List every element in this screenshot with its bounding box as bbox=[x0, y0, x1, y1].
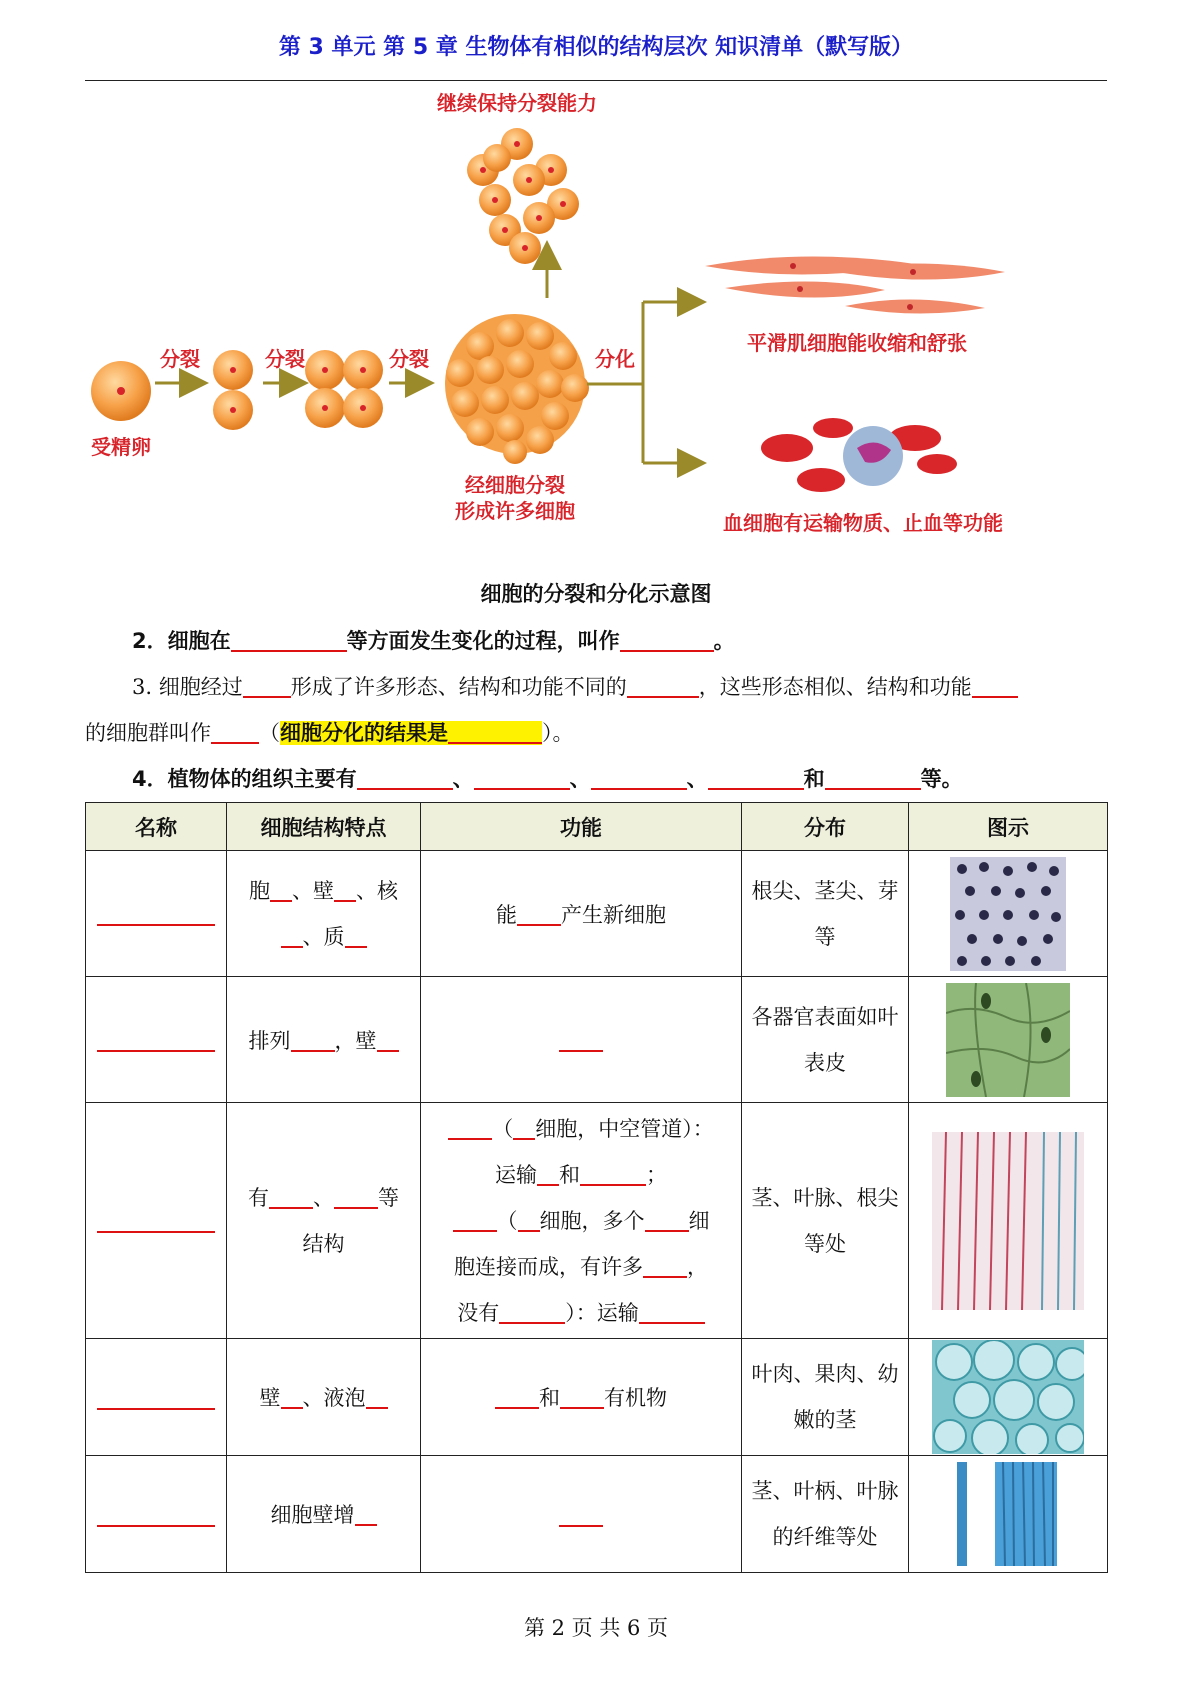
answer-blank[interactable] bbox=[345, 922, 367, 948]
label-split-2: 分裂 bbox=[265, 347, 305, 371]
conducting-tissue-micrograph bbox=[932, 1132, 1084, 1310]
answer-blank[interactable] bbox=[448, 1114, 492, 1140]
tissue-name-cell bbox=[86, 977, 227, 1103]
label-keep-dividing: 继续保持分裂能力 bbox=[437, 91, 597, 115]
answer-blank[interactable] bbox=[366, 1383, 388, 1409]
distribution-cell: 根尖、茎尖、芽等 bbox=[742, 851, 909, 977]
structure-cell: 有 、 等 结构 bbox=[227, 1103, 421, 1339]
answer-blank[interactable] bbox=[495, 1383, 539, 1409]
answer-blank[interactable] bbox=[643, 1252, 687, 1278]
label-smooth-muscle: 平滑肌细胞能收缩和舒张 bbox=[747, 331, 967, 355]
label-differentiate: 分化 bbox=[595, 347, 635, 371]
page-footer: 第 2 页 共 6 页 bbox=[523, 1616, 669, 1640]
answer-blank[interactable] bbox=[243, 672, 291, 698]
answer-blank[interactable] bbox=[513, 1114, 535, 1140]
structure-cell: 排列 ，壁 bbox=[227, 977, 421, 1103]
answer-blank[interactable] bbox=[591, 764, 687, 790]
distribution-cell: 茎、叶脉、根尖等处 bbox=[742, 1103, 909, 1339]
answer-blank[interactable] bbox=[537, 1160, 559, 1186]
answer-blank[interactable] bbox=[639, 1298, 705, 1324]
question-4: 4．植物体的组织主要有 、 、 、 和 等。 bbox=[132, 756, 963, 802]
answer-blank[interactable] bbox=[474, 764, 570, 790]
plant-tissue-table bbox=[85, 802, 1108, 1573]
figure-cell bbox=[909, 1103, 1108, 1339]
header-figure: 图示 bbox=[909, 803, 1108, 851]
label-fertilized-egg: 受精卵 bbox=[91, 435, 151, 459]
dividing-cell-cluster-top bbox=[467, 128, 579, 264]
label-split-1: 分裂 bbox=[160, 347, 200, 371]
label-blood-cells: 血细胞有运输物质、止血等功能 bbox=[723, 511, 1003, 535]
answer-blank[interactable] bbox=[334, 1183, 378, 1209]
label-many-cells-line2: 形成许多细胞 bbox=[455, 499, 575, 523]
answer-blank[interactable] bbox=[211, 718, 259, 744]
answer-blank[interactable] bbox=[559, 1026, 603, 1052]
function-cell bbox=[421, 977, 742, 1103]
diagram-caption: 细胞的分裂和分化示意图 bbox=[480, 582, 712, 606]
tissue-name-cell bbox=[86, 1339, 227, 1456]
answer-blank[interactable] bbox=[517, 900, 561, 926]
answer-blank[interactable] bbox=[231, 626, 347, 652]
table-row bbox=[86, 1103, 1108, 1339]
question-3-line1: 3. 细胞经过 形成了许多形态、结构和功能不同的 ，这些形态相似、结构和功能 bbox=[132, 664, 1018, 710]
answer-blank[interactable] bbox=[453, 1206, 497, 1232]
distribution-cell: 叶肉、果肉、幼嫩的茎 bbox=[742, 1339, 909, 1456]
answer-blank[interactable] bbox=[281, 922, 303, 948]
answer-blank[interactable] bbox=[281, 1383, 303, 1409]
answer-blank[interactable] bbox=[580, 1160, 646, 1186]
distribution-cell: 茎、叶柄、叶脉的纤维等处 bbox=[742, 1456, 909, 1573]
meristematic-tissue-micrograph bbox=[950, 857, 1066, 971]
answer-blank[interactable] bbox=[270, 876, 292, 902]
cell-division-diagram bbox=[85, 88, 1107, 578]
many-cells-cluster bbox=[445, 314, 589, 464]
figure-cell bbox=[909, 851, 1108, 977]
header-name: 名称 bbox=[86, 803, 227, 851]
header-structure: 细胞结构特点 bbox=[227, 803, 421, 851]
tissue-name-cell bbox=[86, 1456, 227, 1573]
structure-cell: 壁 、液泡 bbox=[227, 1339, 421, 1456]
two-cell-stage bbox=[213, 350, 253, 430]
table-header-row bbox=[86, 803, 1108, 851]
header-distribution: 分布 bbox=[742, 803, 909, 851]
answer-blank[interactable] bbox=[559, 1501, 603, 1527]
function-cell bbox=[421, 1456, 742, 1573]
smooth-muscle-cells bbox=[705, 256, 1005, 313]
answer-blank[interactable] bbox=[518, 1206, 540, 1232]
function-cell: （ 细胞，中空管道）： 运输 和 ； （ 细胞，多个 细 胞连接而成，有许多 ， 没有 ）：运输 bbox=[421, 1103, 742, 1339]
four-cell-stage bbox=[305, 350, 383, 428]
answer-blank[interactable] bbox=[357, 764, 453, 790]
answer-blank[interactable] bbox=[97, 1384, 215, 1410]
answer-blank[interactable] bbox=[97, 1026, 215, 1052]
answer-blank[interactable] bbox=[355, 1500, 377, 1526]
answer-blank[interactable] bbox=[825, 764, 921, 790]
answer-blank[interactable] bbox=[645, 1206, 689, 1232]
answer-blank[interactable] bbox=[97, 900, 215, 926]
distribution-cell: 各器官表面如叶表皮 bbox=[742, 977, 909, 1103]
structure-cell: 胞 、壁 、核 、质 bbox=[227, 851, 421, 977]
table-row bbox=[86, 851, 1108, 977]
answer-blank[interactable] bbox=[560, 1383, 604, 1409]
page-header-title: 第 3 单元 第 5 章 生物体有相似的结构层次 知识清单（默写版） bbox=[278, 35, 914, 60]
tissue-name-cell bbox=[86, 1103, 227, 1339]
answer-blank[interactable] bbox=[291, 1026, 335, 1052]
answer-blank[interactable] bbox=[269, 1183, 313, 1209]
tissue-name-cell bbox=[86, 851, 227, 977]
answer-blank[interactable] bbox=[708, 764, 804, 790]
answer-blank[interactable] bbox=[972, 672, 1018, 698]
function-cell: 能 产生新细胞 bbox=[421, 851, 742, 977]
table-row bbox=[86, 977, 1108, 1103]
answer-blank[interactable] bbox=[448, 718, 542, 744]
question-2: 2．细胞在 等方面发生变化的过程，叫作 。 bbox=[132, 618, 735, 664]
fertilized-egg-cell bbox=[91, 361, 151, 421]
header-function: 功能 bbox=[421, 803, 742, 851]
epidermis-micrograph bbox=[946, 983, 1070, 1097]
table-row bbox=[86, 1456, 1108, 1573]
answer-blank[interactable] bbox=[377, 1026, 399, 1052]
answer-blank[interactable] bbox=[97, 1207, 215, 1233]
answer-blank[interactable] bbox=[97, 1501, 215, 1527]
header-divider bbox=[85, 80, 1107, 81]
blood-cells bbox=[761, 418, 957, 492]
highlighted-prompt: 细胞分化的结果是 bbox=[280, 721, 542, 745]
figure-cell bbox=[909, 977, 1108, 1103]
structure-cell: 细胞壁增 bbox=[227, 1456, 421, 1573]
function-cell: 和 有机物 bbox=[421, 1339, 742, 1456]
mechanical-tissue-micrograph bbox=[957, 1462, 1059, 1566]
table-row bbox=[86, 1339, 1108, 1456]
answer-blank[interactable] bbox=[499, 1298, 565, 1324]
question-3-line2: 的细胞群叫作 （细胞分化的结果是 ）。 bbox=[85, 710, 574, 756]
figure-cell bbox=[909, 1456, 1108, 1573]
parenchyma-micrograph bbox=[932, 1340, 1084, 1454]
answer-blank[interactable] bbox=[620, 626, 714, 652]
figure-cell bbox=[909, 1339, 1108, 1456]
answer-blank[interactable] bbox=[627, 672, 699, 698]
label-split-3: 分裂 bbox=[389, 347, 429, 371]
label-many-cells-line1: 经细胞分裂 bbox=[465, 473, 565, 497]
answer-blank[interactable] bbox=[334, 876, 356, 902]
